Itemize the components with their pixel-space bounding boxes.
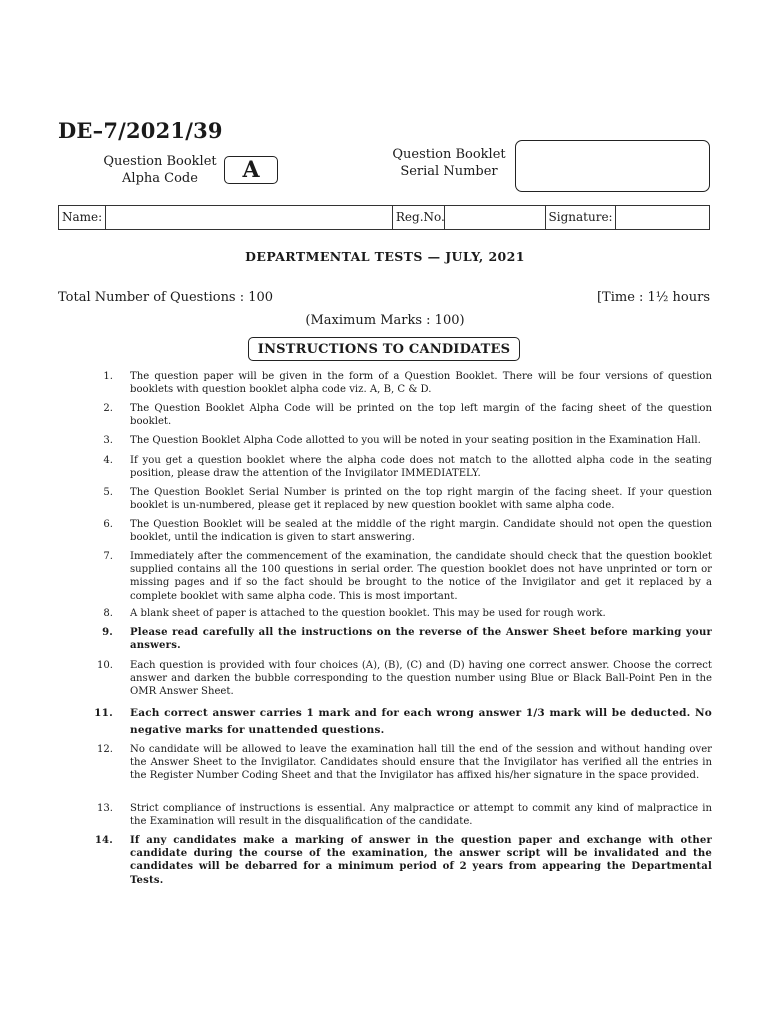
instructions-heading-text: INSTRUCTIONS TO CANDIDATES [257,341,511,357]
instruction-text: The Question Booklet Alpha Code allotted to you will be noted in your seating position in the Examination Hall. [130,435,701,446]
document-code: DE–7/2021/39 [58,118,223,143]
alpha-code-label-line2: Alpha Code [122,171,198,186]
alpha-code-value: A [242,157,260,183]
instruction-text: The question paper will be given in the form of a Question Booklet. There will be four versions of question booklets with question booklet alpha code viz. A, B, C & D. [130,371,712,396]
instruction-number: 13. [96,803,113,814]
instruction-text: The Question Booklet Serial Number is printed on the top right margin of the facing sheet. If your question booklet is un-numbered, please get it replaced by new question booklet with same alpha code. [130,487,712,512]
instruction-number: 14. [94,835,113,846]
instruction-item [70,434,712,447]
instruction-text: If you get a question booklet where the alpha code does not match to the allotted alpha code in the seating position, please draw the attention of the Invigilator IMMEDIATELY. [130,455,712,480]
instruction-number: 2. [103,403,113,414]
instruction-item [70,607,712,620]
instruction-text: The Question Booklet Alpha Code will be printed on the top left margin of the facing sheet of the question booklet. [130,403,712,428]
name-field[interactable] [106,206,393,229]
instruction-number: 1. [103,371,113,382]
maximum-marks: (Maximum Marks : 100) [305,313,465,328]
instruction-text: Please read carefully all the instructions on the reverse of the Answer Sheet before marking your answers. [130,627,712,652]
instruction-number: 5. [103,487,113,498]
instruction-number: 3. [103,435,113,446]
instruction-item [70,370,712,396]
instruction-number: 7. [103,551,113,562]
instruction-text: Each question is provided with four choices (A), (B), (C) and (D) having one correct answer. Choose the correct answer and darken the bubble corresponding to the question number using Blue or Black Ball-Point Pen in the OMR Answer Sheet. [130,660,712,698]
instruction-number: 11. [94,707,113,719]
instruction-item [70,802,712,828]
instruction-item [70,550,712,603]
signature-field[interactable] [616,206,709,229]
instruction-text: A blank sheet of paper is attached to the question booklet. This may be used for rough work. [130,608,606,619]
alpha-code-label [96,153,224,187]
instructions-heading [248,337,520,361]
instruction-text: Each correct answer carries 1 mark and for each wrong answer 1/3 mark will be deducted. No negative marks for unattended questions. [130,707,712,736]
instruction-item [70,518,712,544]
alpha-code-box [224,156,278,184]
instruction-text: Immediately after the commencement of the examination, the candidate should check that the question booklet supplied contains all the 100 questions in serial order. The question booklet does not have unprinted or torn or missing pages and if so the fact should be brought to the notice of the Invigilator and get it replaced by a complete booklet with same alpha code. This is most important. [130,551,712,602]
instruction-item [70,659,712,699]
instruction-item [70,834,712,887]
serial-number-label-line2: Serial Number [400,164,498,179]
instruction-number: 4. [103,455,113,466]
instruction-text: No candidate will be allowed to leave the examination hall till the end of the session and without handing over the Answer Sheet to the Invigilator. Candidates should ensure that the Invigilator has verified all the entries in the Register Number Coding Sheet and that the Invigilator has affixed his/her signature in the space provided. [130,744,712,782]
instruction-item [70,402,712,428]
regno-field[interactable] [445,206,546,229]
alpha-code-label-line1: Question Booklet [103,154,217,169]
serial-number-label [386,146,512,180]
instruction-number: 9. [102,627,113,638]
time-allowed: [Time : 1½ hours [596,290,710,305]
instruction-item [70,743,712,783]
instruction-number: 8. [103,608,113,619]
candidate-details-table [58,205,710,230]
serial-number-label-line1: Question Booklet [392,147,506,162]
name-label: Name: [59,206,106,229]
instruction-number: 12. [96,744,113,755]
instruction-item [70,454,712,480]
instruction-item [70,486,712,512]
instruction-item [70,705,712,739]
signature-label: Signature: [546,206,617,229]
instruction-text: The Question Booklet will be sealed at the middle of the right margin. Candidate should not open the question booklet, until the indication is given to start answering. [130,519,712,544]
page-title: DEPARTMENTAL TESTS — JULY, 2021 [245,249,525,264]
instruction-item [70,626,712,652]
total-questions: Total Number of Questions : 100 [58,290,274,305]
instruction-number: 6. [103,519,113,530]
regno-label: Reg.No. [393,206,445,229]
serial-number-box [515,140,710,192]
instruction-text: If any candidates make a marking of answer in the question paper and exchange with other candidate during the course of the examination, the answer script will be invalidated and the candidates will be debarred for a minimum period of 2 years from appearing the Departmental Tests. [130,835,712,886]
instruction-number: 10. [96,660,113,671]
instruction-text: Strict compliance of instructions is essential. Any malpractice or attempt to commit any kind of malpractice in the Examination will result in the disqualification of the candidate. [130,803,712,828]
